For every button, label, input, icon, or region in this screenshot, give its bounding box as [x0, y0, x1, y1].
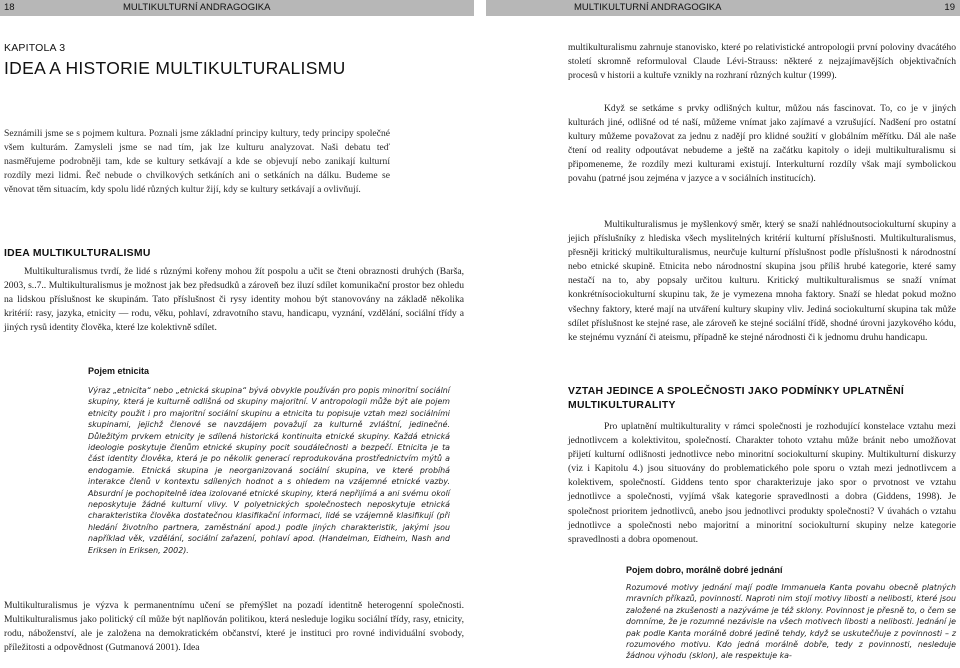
body-paragraph: Když se setkáme s prvky odlišných kultur, můžou nás fascinovat. To, co je v jiných kulturách jiné, odlišné od té naší, můžeme vnímat jako zajímavé a vzrušující. Nadšení pro ostatní kultury můžeme považovat za jednu z nadějí pro klidné soužití v globálním měřítku. Dál ale naše čtení od reality odpoutávat nebudeme a ještě na začátku kapitoly o ideji multikulturalismu si připomeneme, že rozdíly mezi kulturami existují. Interkulturní rozdíly však mají symbolickou povahu (patrné jsou zejména v jazyce a v sociálních institucích). [568, 103, 956, 185]
chapter-label: KAPITOLA 3 [4, 42, 66, 54]
left-page-number: 18 [4, 2, 15, 13]
sidebar-box-title: Pojem dobro, morálně dobré jednání [626, 565, 783, 575]
right-running-title: MULTIKULTURNÍ ANDRAGOGIKA [574, 2, 722, 13]
sidebar-box-title: Pojem etnicita [88, 366, 150, 376]
left-page-header [0, 0, 474, 16]
right-page-header [486, 0, 960, 16]
sidebar-box-text: Rozumové motivy jednání mají podle Immanuela Kanta povahu obecně platných mravních příkazů, povinností. Naproti nim stojí motivy libosti a nelibosti, které jsou založené na zkušenosti a nazýváme je též sklony. Povinnost je přesně to, o čem se domníme, že je rozumné nezávisle na všech motivech libosti a nelibosti. Jednání je pak podle Kanta morálně dobré jedině tehdy, když se uskutečňuje z povinnosti – z rozumového motivu. Kdo jedná morálně dobře, tedy z povinnosti, nesleduje žádnou výhodu (sklon), ale respektuje ka- [626, 583, 956, 661]
intro-paragraph: Seznámili jsme se s pojmem kultura. Poznali jsme základní principy kultury, tedy principy společné všem kulturám. Zamysleli jsme se nad tím, jak lze kulturu analyzovat. Naši debatu teď nasměřujeme podrobněji tam, kde se kultury setkávají a kde se objevují nebo zanikají kulturní rozdíly mezi lidmi. Řeč nebude o chvilkových setkáních ani o setkáních na dálku. Budeme se věnovat těm situacím, kdy spolu lidé různých kultur žijí, kdy se kultury setkávají a ovlivňují. [4, 128, 390, 196]
sidebar-box-text: Výraz „etnicita“ nebo „etnická skupina“ bývá obvykle používán pro popis minoritní sociální skupiny, která je kulturně odlišná od skupiny majoritní. V antropologii může být ale pojem etnicity použit i pro majoritní sociální skupinu a etnicita tu popisuje vztah mezi sociálními skupinami, jejichž členové se navzdájem považují za kulturně zvláštní, jedinečné. Důležitým prvkem etnicity je sdílená historická kontinuita etnické skupiny. Každá etnická ideologie poskytuje členům etnické skupiny pocit soudálečnosti a bezpečí. Etnicita je ta část identity člověka, která je po několik generací reprodukována prostřednictvím mýtů a endogamie. Etnická skupina je neorganizovaná sociální skupina, ve které probíhá interakce členů v kontextu sdílených hodnot a s ohledem na vzájemné etnické vazby. Absurdní je pochopitelně idea izolované etnické skupiny, která nepřijímá a ani svému okolí neposkytuje žádné kulturní vlivy. V polyetnických společnostech neposkytuje etnická charakteristika člověka dostatečnou klasifikační informaci, lidé se vzájemně klasifikují (při hledání životního partnera, zaměstnání apod.) podle jiných charakteristik, jakými jsou například věk, vzdělání, sociální zařazení, pohlaví apod. (Handelman, Eidheim, Nash and Eriksen in Eriksen, 2002). [88, 386, 450, 555]
left-running-title: MULTIKULTURNÍ ANDRAGOGIKA [123, 2, 271, 13]
body-paragraph: multikulturalismu zahrnuje stanovisko, které po relativistické antropologii první poloviny dvacátého století skromně reformuloval Claude Lévi-Strauss: některé z nejzajímavějších objektivačních procesů v historii a kultuře vznikly na rozhraní různých kultur (1999). [568, 42, 956, 82]
chapter-title: IDEA A HISTORIE MULTIKULTURALISMU [4, 58, 346, 78]
body-paragraph: Multikulturalismus je myšlenkový směr, který se snaží nahlédnoutsociokulturní skupiny a jejich příslušníky z hlediska všech myslitelných kritérií kulturní příslušnosti. Multikulturalismus, přesněji kritický multikulturalismus, neurčuje kulturní příslušnost podle příslušnosti k národnostní nebo etnické skupině. Etnicita nebo národnostní skupina jsou příliš hrubé kategorie, které samy nestačí na to, aby popsaly určitou kulturu. Kritický multikulturalismus se snaží vnímat konkrétnísociokulturní skupinu tak, že je vymezena mnoha faktory. Snaží se hledat pokud možno všechny faktory, které mají na utváření kultury skupiny vliv. Jediná sociokulturní skupina tak může sdílet příslušnost ke stejné rase, ale zároveň ke stejné sociální třídě, shodné úrovni jazykového kódu, ke stejnému vyznání či ateismu, případně ke stejné národnosti či k jednomu druhu handicapu. [568, 219, 956, 343]
section-heading-idea: IDEA MULTIKULTURALISMU [4, 248, 151, 259]
right-page-number: 19 [944, 2, 955, 13]
section-heading-vztah: VZTAH JEDINCE A SPOLEČNOSTI JAKO PODMÍNKY UPLATNĚNÍ MULTIKULTURALITY [568, 386, 905, 411]
body-paragraph: Multikulturalismus je výzva k permanentnímu učení se přemýšlet na pozadí identitně heterogenní společnosti. Multikulturalismus jako politický cíl může být naplňován politikou, která nesleduje logiku sociální třídy, rasy, etnicity, rodu, náboženství, ale je založena na demokratickém občanství, které je instituci pro rovné individuální svobody, příležitosti a odpovědnost (Gutmanová 2001). Idea [4, 600, 464, 654]
body-paragraph: Pro uplatnění multikulturality v rámci společnosti je rozhodující konstelace vztahu mezi jednotlivcem a kolektivitou, společností. Charakter tohoto vztahu může bránit nebo umožňovat přijetí kulturní odlišnosti jednotlivce nebo minoritní sociokulturní skupiny. Multikulturní diskurzy (viz i Kapitolu 4.) jsou situovány do problematického pole sporu o vztah mezi jednotlivcem a kolektivem, společností. Giddens tento spor charakterizuje jako spor o prvotnost ve vztahu jednotlivce a společnosti, vyjímá však kategorie spravedlnosti a dobra (Giddens, 1998). Je společnost prioritem jednotlivců, anebo jsou jednotlivci produkty společnosti? V úvahách o vztahu jednotlivce a společnosti nebo majoritní a minoritní sociokulturní skupiny nelze kategorie spravedlnosti a dobra opomenout. [568, 421, 956, 545]
body-paragraph: Multikulturalismus tvrdí, že lidé s různými kořeny mohou žít pospolu a učit se čteni obraznosti druhých (Barša, 2003, s..7.. Multikulturalismus je možnost jak bez předsudků a zároveň bez iluzí sdílet komunikační prostor bez ohledu na lidskou příslušnost ke skupinám. Tato příslušnost či rysy identity mohou být stanovovány na základě několika kritérií: rasy, jazyka, etnicity — rodu, věku, pohlaví, zdravotního stavu, handicapu, vyznání, vzdělání, sociální třídy a jiných rysů identity člověka, které lze kolektivně sdílet. [4, 266, 464, 334]
